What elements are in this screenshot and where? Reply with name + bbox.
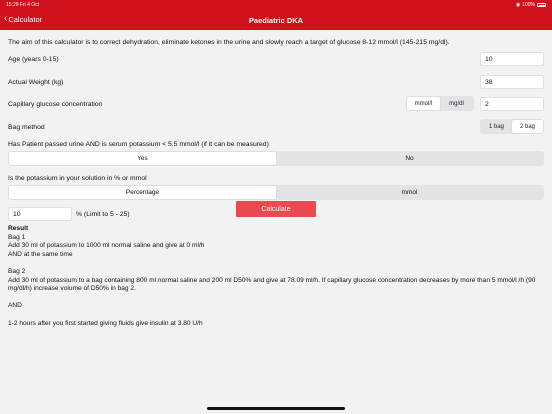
age-input[interactable]: 10 — [480, 52, 544, 66]
battery-icon — [537, 3, 546, 7]
potassium-input[interactable]: 10 — [8, 207, 72, 221]
two-bag-option[interactable]: 2 bag — [512, 120, 543, 133]
urine-yes-option[interactable]: Yes — [9, 152, 276, 165]
spacer — [8, 311, 548, 320]
page-title: Paediatric DKA — [248, 16, 304, 25]
calculate-button[interactable]: Calculate — [236, 201, 316, 217]
spacer — [8, 294, 548, 303]
weight-label: Actual Weight (kg) — [8, 79, 64, 86]
unit-mgdl-option[interactable]: mg/dl — [449, 100, 464, 107]
bag2-title: Bag 2 — [8, 267, 26, 275]
back-button-label: Calculator — [8, 14, 43, 24]
urine-no-option[interactable]: No — [405, 155, 414, 162]
wifi-icon: ◉ — [515, 2, 521, 8]
urine-selector[interactable] — [8, 151, 544, 166]
potassium-unit-selector[interactable] — [8, 185, 544, 200]
glucose-unit-selector[interactable] — [406, 96, 474, 111]
intro-text: The aim of this calculator is to correct dehydration, eliminate ketones in the urine and slowly reach a target of glucose 8-12 mmol/l (145-215 mg/dl). — [8, 39, 450, 46]
bag-method-label: Bag method — [8, 124, 45, 131]
weight-input[interactable]: 38 — [480, 75, 544, 89]
insulin-text: 1-2 hours after you first started giving fluids give insulin at 3.80 U/h — [8, 319, 203, 327]
spacer — [8, 259, 548, 268]
home-indicator[interactable] — [207, 407, 345, 410]
mmol-option[interactable]: mmol — [401, 189, 418, 196]
potassium-unit-label: Is the potassium in your solution in % or mmol — [8, 175, 147, 182]
potassium-limit-label: % (Limit to 5 - 25) — [76, 211, 130, 218]
bag2-text: Add 30 ml of potassium to a bag containing 800 ml normal saline and 200 ml D50% and give at 78.09 ml/h. If capillary glucose concentration decreases by more than 5 mmol/l /h (90 mg/dl/h) increase volume of D50% in bag 2. — [8, 276, 536, 293]
age-label: Age (years 0-15) — [8, 56, 59, 63]
percentage-option[interactable]: Percentage — [9, 186, 276, 199]
glucose-input[interactable]: 2 — [480, 97, 544, 111]
status-date: Fri 4 Oct — [19, 2, 40, 8]
bag1-line1: Add 30 ml of potassium to 1000 ml normal saline and give at 0 ml/h — [8, 242, 205, 250]
chevron-left-icon: ‹ — [4, 13, 8, 24]
unit-mmol-option[interactable]: mmol/l — [407, 97, 440, 110]
bag-method-selector[interactable] — [480, 119, 544, 134]
navigation-bar — [0, 10, 552, 30]
result-heading: Result — [8, 225, 29, 232]
status-time-date — [6, 2, 39, 8]
status-right — [516, 2, 546, 8]
one-bag-option[interactable]: 1 bag — [488, 123, 504, 130]
status-bar — [0, 0, 552, 10]
bag1-title: Bag 1 — [8, 233, 26, 241]
result-panel — [8, 225, 548, 328]
status-time: 15:29 — [6, 2, 19, 8]
urine-question-label: Has Patient passed urine AND is serum potassium < 5.5 mmol/l (if it can be measured) — [8, 141, 269, 148]
battery-label: 100% — [522, 2, 535, 8]
and-label: AND — [8, 302, 22, 310]
glucose-label: Capillary glucose concentration — [8, 101, 103, 108]
bag1-line2: AND at the same time — [8, 250, 73, 258]
